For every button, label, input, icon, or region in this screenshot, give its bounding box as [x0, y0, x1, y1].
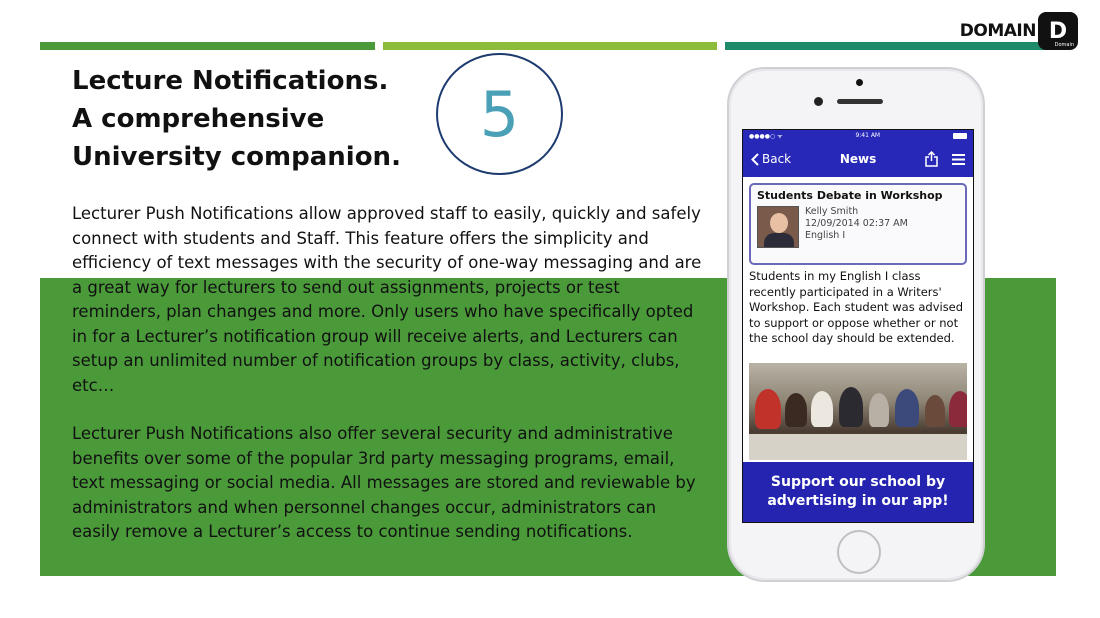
- body-text: [72, 202, 702, 569]
- phone-screen: [742, 129, 974, 523]
- phone-sensor-dot: [856, 79, 863, 86]
- phone-camera-icon: [814, 97, 823, 106]
- status-time: 9:41 AM: [855, 132, 881, 139]
- ad-line-1: Support our school by: [770, 474, 946, 490]
- author-avatar: [757, 206, 799, 248]
- signal-icon: ●●●●○ ᯤ: [749, 132, 783, 140]
- nav-actions: [925, 151, 965, 167]
- logo-text: DOMAIN: [959, 21, 1036, 41]
- course-name: English I: [805, 230, 846, 241]
- home-button[interactable]: [837, 530, 881, 574]
- status-bar: [743, 130, 973, 141]
- news-card-author-row: [757, 206, 959, 248]
- news-card-title: Students Debate in Workshop: [757, 189, 943, 202]
- ad-banner[interactable]: [743, 462, 973, 522]
- body-paragraph-2: Lecturer Push Notifications also offer several security and administrative benefits over some of the popular 3rd party messaging programs, email, text messaging or social media. All messages are stored and reviewable by administrators and when personnel changes occur, administrators can easily remove a Lecturer’s access to continue sending notifications.: [72, 424, 696, 541]
- domain-logo: [960, 12, 1078, 50]
- step-number-circle: [436, 53, 563, 175]
- back-button[interactable]: [751, 152, 791, 166]
- nav-title: News: [839, 152, 877, 166]
- accent-bar-lime: [383, 42, 717, 50]
- title-line-3: University companion.: [72, 142, 401, 172]
- logo-badge-glyph: D: [1048, 18, 1068, 44]
- step-number: 5: [479, 77, 520, 151]
- article-text: Students in my English I class recently participated in a Writers' Workshop. Each student was advised to support or oppose whether or not the school day should be extended.: [749, 269, 964, 345]
- logo-badge-caption: Domain: [1054, 42, 1074, 48]
- author-name: Kelly Smith: [805, 206, 859, 217]
- share-icon[interactable]: [925, 151, 938, 167]
- title-line-2: A comprehensive: [72, 104, 325, 134]
- logo-badge-icon: [1038, 12, 1078, 50]
- author-meta: [805, 206, 908, 248]
- chevron-left-icon: [751, 153, 759, 166]
- classroom-photo: [749, 363, 967, 460]
- post-datetime: 12/09/2014 02:37 AM: [805, 218, 908, 229]
- hamburger-menu-icon[interactable]: [952, 154, 965, 165]
- phone-speaker: [837, 99, 883, 104]
- back-label: Back: [762, 152, 792, 166]
- news-card[interactable]: [749, 183, 967, 265]
- body-paragraph-1: Lecturer Push Notifications allow approved staff to easily, quickly and safely connect with students and Staff. This feature offers the simplicity and efficiency of text messages with the security of one-way messaging and are a great way for lecturers to send out assignments, projects or test reminders, plan changes and more. Only users who have specifically opted in for a Lecturer’s notification group will receive alerts, and Lecturers can setup an unlimited number of notification groups by class, activity, clubs, etc…: [72, 204, 702, 395]
- accent-bar-green: [40, 42, 375, 50]
- ad-line-2: advertising in our app!: [767, 493, 949, 509]
- phone-mockup: [727, 67, 985, 582]
- battery-icon: [953, 133, 967, 139]
- slide-title: [72, 62, 401, 176]
- app-navbar: [743, 141, 973, 177]
- title-line-1: Lecture Notifications.: [72, 66, 389, 96]
